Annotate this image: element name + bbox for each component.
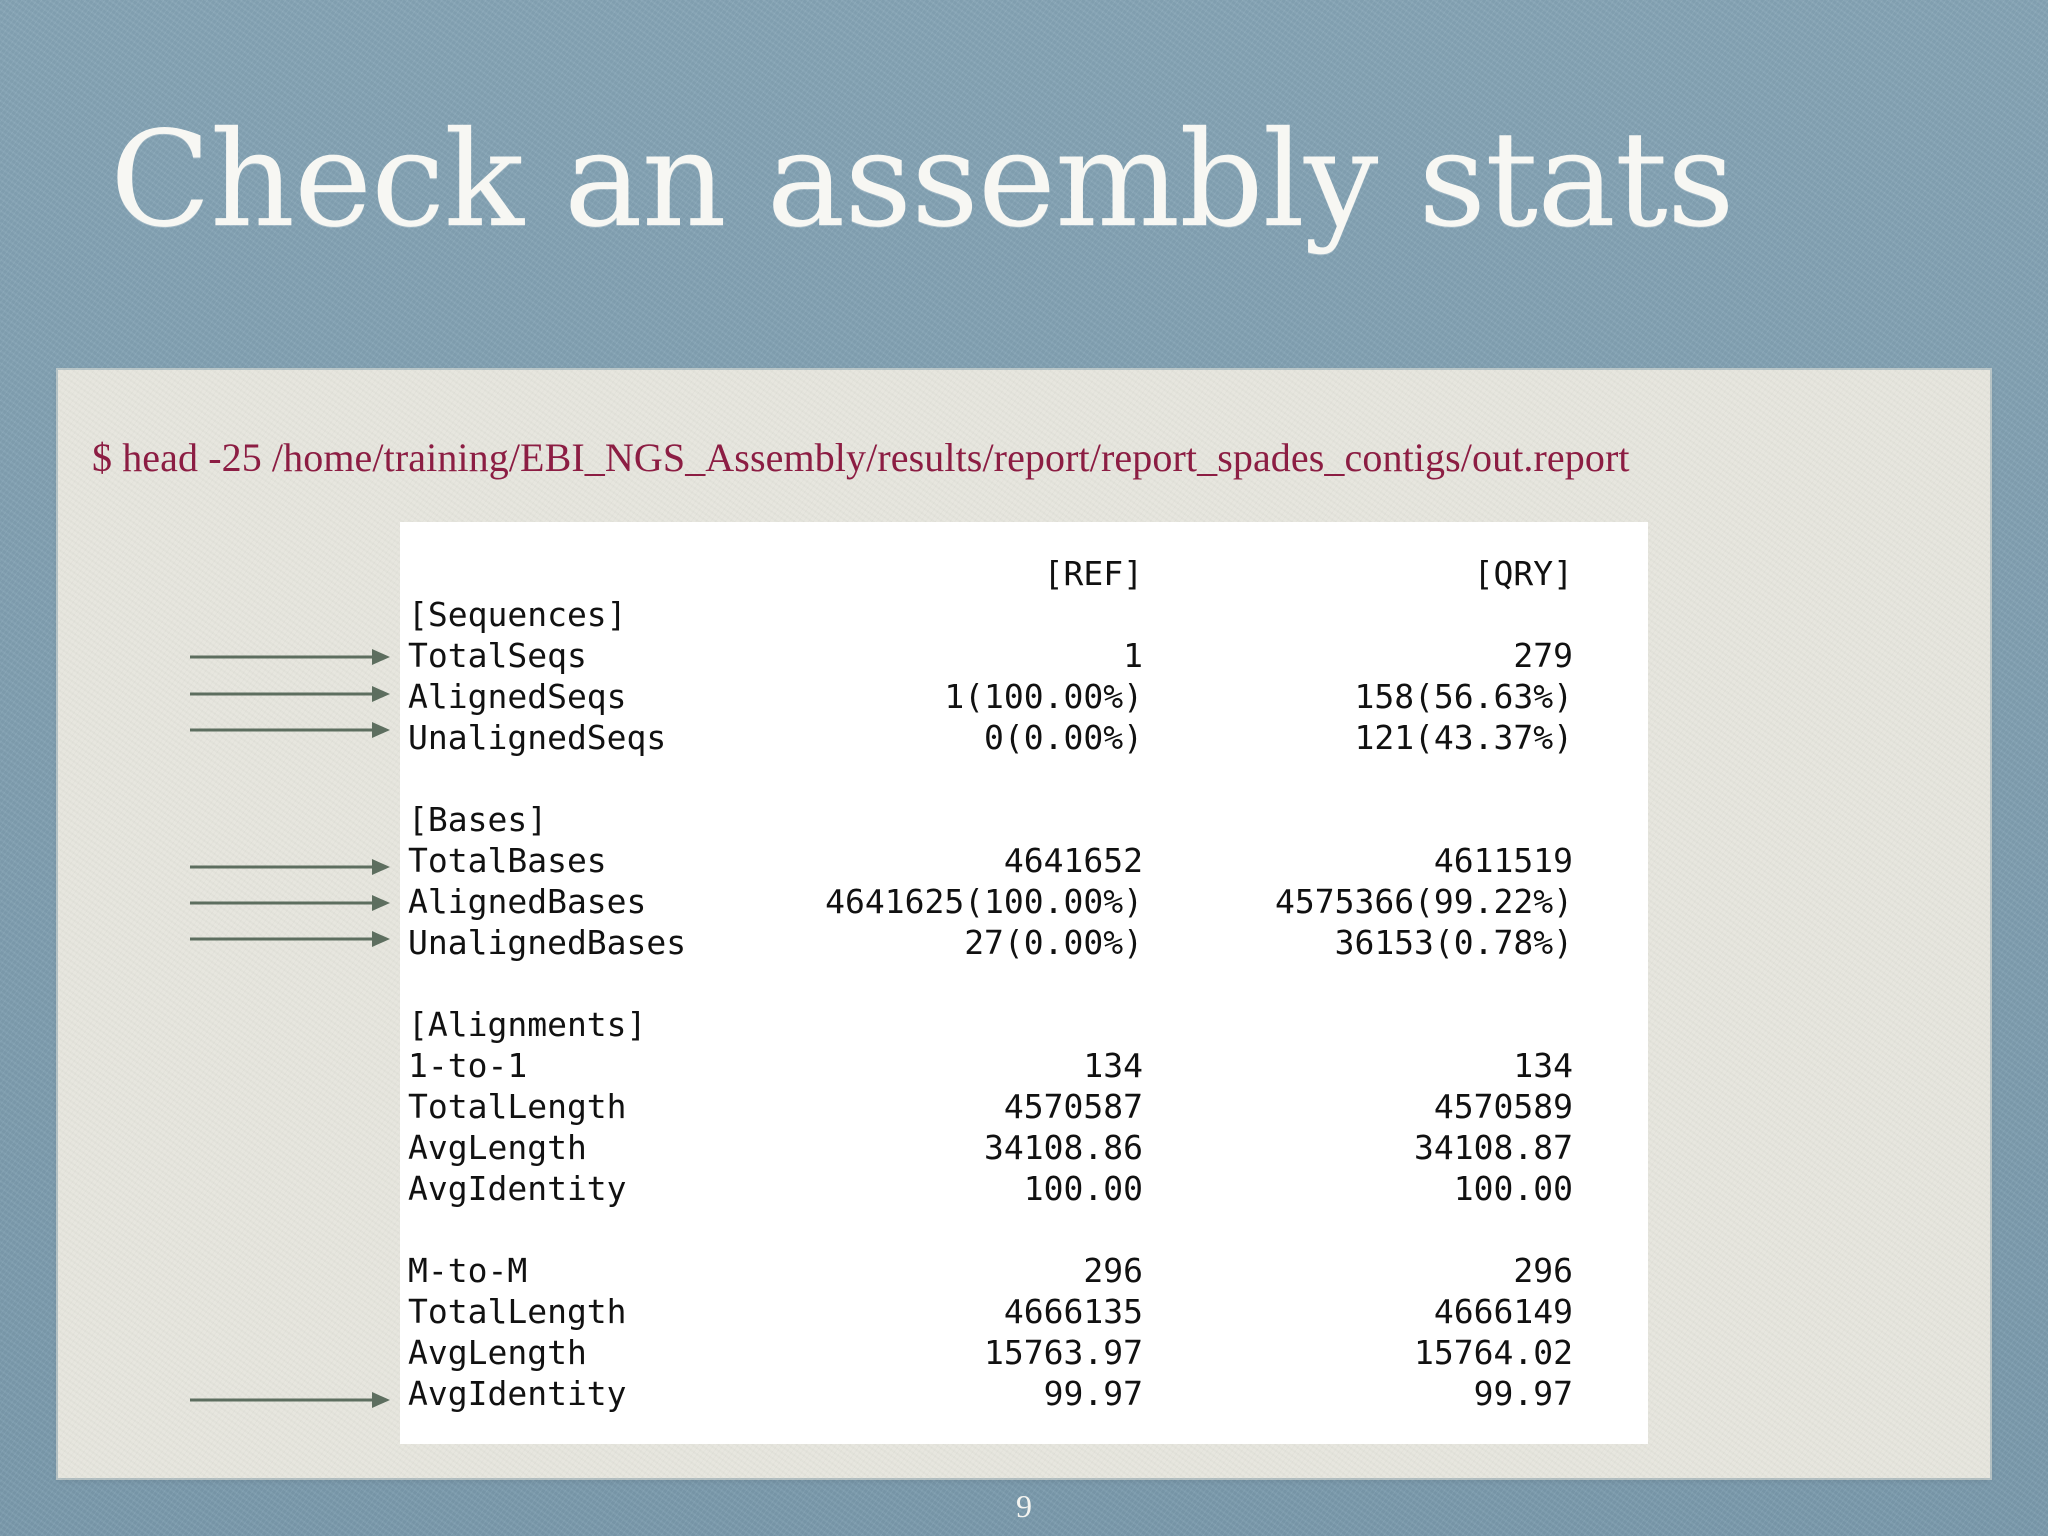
row-label-one-total-length: TotalLength: [408, 1087, 627, 1126]
arrow-total-seqs: [190, 646, 390, 668]
row-label-total-bases: TotalBases: [408, 841, 607, 880]
row-qry-m-avg-length: 15764.02: [1414, 1333, 1573, 1372]
row-qry-one-avg-length: 34108.87: [1414, 1128, 1573, 1167]
row-ref-aligned-bases: 4641625(100.00%): [825, 882, 1143, 921]
row-ref-one-to-one: 134: [1083, 1046, 1143, 1085]
section-header-bases: [Bases]: [408, 800, 548, 839]
row-qry-one-avg-identity: 100.00: [1453, 1169, 1573, 1208]
row-qry-total-seqs: 279: [1513, 636, 1573, 675]
row-ref-unaligned-seqs: 0(0.00%): [984, 718, 1143, 757]
row-qry-unaligned-bases: 36153(0.78%): [1334, 923, 1573, 962]
row-label-m-to-m: M-to-M: [408, 1251, 528, 1290]
row-ref-m-avg-length: 15763.97: [984, 1333, 1143, 1372]
arrow-m-avg-identity: [190, 1389, 390, 1411]
row-label-one-avg-length: AvgLength: [408, 1128, 587, 1167]
row-qry-m-total-length: 4666149: [1433, 1292, 1573, 1331]
column-header-ref: [REF]: [1043, 554, 1143, 593]
arrow-aligned-bases: [190, 892, 390, 914]
row-ref-one-avg-length: 34108.86: [984, 1128, 1143, 1167]
row-label-aligned-seqs: AlignedSeqs: [408, 677, 627, 716]
row-ref-total-bases: 4641652: [1003, 841, 1143, 880]
row-ref-m-avg-identity: 99.97: [1043, 1374, 1143, 1413]
row-label-m-avg-identity: AvgIdentity: [408, 1374, 627, 1413]
row-ref-unaligned-bases: 27(0.00%): [964, 923, 1143, 962]
row-label-one-avg-identity: AvgIdentity: [408, 1169, 627, 1208]
row-label-unaligned-bases: UnalignedBases: [408, 923, 687, 962]
slide-title: Check an assembly stats: [110, 103, 1734, 257]
row-ref-aligned-seqs: 1(100.00%): [944, 677, 1143, 716]
row-qry-total-bases: 4611519: [1433, 841, 1573, 880]
row-label-unaligned-seqs: UnalignedSeqs: [408, 718, 667, 757]
row-qry-one-to-one: 134: [1513, 1046, 1573, 1085]
page-number: 9: [1016, 1488, 1032, 1524]
arrow-unaligned-bases: [190, 928, 390, 950]
arrow-unaligned-seqs: [190, 719, 390, 741]
section-header-alignments: [Alignments]: [408, 1005, 647, 1044]
row-qry-unaligned-seqs: 121(43.37%): [1354, 718, 1573, 757]
row-ref-one-total-length: 4570587: [1003, 1087, 1143, 1126]
row-qry-aligned-seqs: 158(56.63%): [1354, 677, 1573, 716]
column-header-qry: [QRY]: [1473, 554, 1573, 593]
row-label-m-avg-length: AvgLength: [408, 1333, 587, 1372]
arrow-total-bases: [190, 856, 390, 878]
row-ref-total-seqs: 1: [1123, 636, 1143, 675]
row-label-m-total-length: TotalLength: [408, 1292, 627, 1331]
section-header-sequences: [Sequences]: [408, 595, 627, 634]
row-ref-m-to-m: 296: [1083, 1251, 1143, 1290]
row-ref-one-avg-identity: 100.00: [1023, 1169, 1143, 1208]
arrow-aligned-seqs: [190, 683, 390, 705]
row-qry-one-total-length: 4570589: [1433, 1087, 1573, 1126]
row-label-total-seqs: TotalSeqs: [408, 636, 587, 675]
row-label-aligned-bases: AlignedBases: [408, 882, 647, 921]
row-label-one-to-one: 1-to-1: [408, 1046, 528, 1085]
row-qry-m-avg-identity: 99.97: [1473, 1374, 1573, 1413]
shell-command: $ head -25 /home/training/EBI_NGS_Assembly/results/report/report_spades_contigs/out.report: [92, 435, 1630, 480]
row-qry-m-to-m: 296: [1513, 1251, 1573, 1290]
row-qry-aligned-bases: 4575366(99.22%): [1274, 882, 1573, 921]
row-ref-m-total-length: 4666135: [1003, 1292, 1143, 1331]
